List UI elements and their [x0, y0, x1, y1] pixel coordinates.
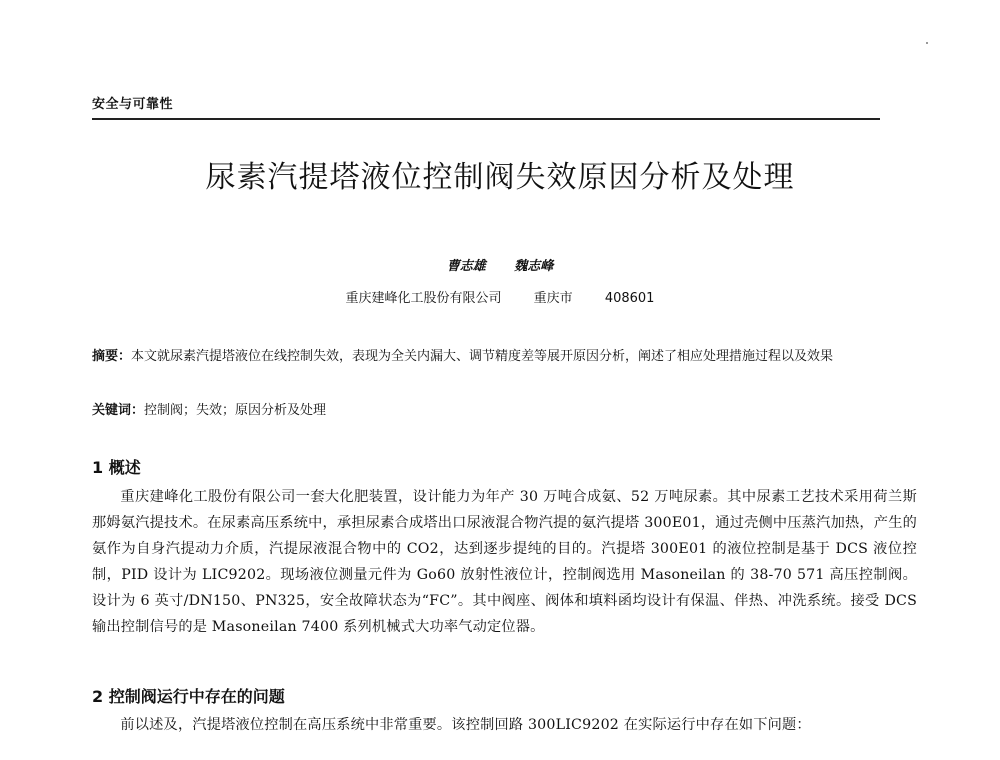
scan-speck [926, 42, 928, 44]
authors: 曹志雄 魏志峰 [446, 259, 554, 274]
section-heading-overview: 1 概述 [92, 458, 141, 477]
affiliation-city: 重庆市 [533, 291, 573, 306]
section-body-problems: 前以述及，汽提塔液位控制在高压系统中非常重要。该控制回路 300LIC9202 在实际运行中存在如下问题： [120, 717, 811, 733]
header-rule [92, 118, 880, 120]
affiliation-org: 重庆建峰化工股份有限公司 [345, 291, 502, 306]
abstract-label: 摘要： [92, 349, 132, 364]
affiliation-postcode: 408601 [604, 291, 655, 306]
keywords-label: 关键词： [92, 403, 145, 418]
affiliation [0, 287, 1000, 306]
section-body-overview: 重庆建峰化工股份有限公司一套大化肥装置，设计能力为年产 30 万吨合成氨、52 万吨尿素。其中尿素工艺技术采用荷兰斯那姆氨汽提技术。在尿素高压系统中，承担尿素合成塔出口尿液混合物汽提的氨汽提塔 300E01，通过壳侧中压蒸汽加热，产生的氨作为自身汽提动力介质，汽提尿液混合物中的 CO2，达到逐步提纯的目的。汽提塔 300E01 的液位控制是基于 DCS 液位控制，PID 设计为 LIC9202。现场液位测量元件为 Go60 放射性液位计，控制阀选用 Masoneilan 的 38-70 571 高压控制阀。设计为 6 英寸/DN150、PN325，安全故障状态为“FC”。其中阀座、阀体和填料函均设计有保温、伴热、冲洗系统。接受 DCS 输出控制信号的是 Masoneilan 7400 系列机械式大功率气动定位器。 [92, 489, 917, 635]
section-heading-problems: 2 控制阀运行中存在的问题 [92, 687, 285, 706]
paper-title: 尿素汽提塔液位控制阀失效原因分析及处理 [205, 160, 795, 195]
section-label: 安全与可靠性 [92, 97, 174, 112]
keywords [92, 401, 917, 421]
keywords-text: 控制阀；失效；原因分析及处理 [144, 403, 327, 418]
abstract [92, 344, 917, 370]
abstract-text: 本文就尿素汽提塔液位在线控制失效，表现为全关内漏大、调节精度差等展开原因分析，阐述了相应处理措施过程以及效果 [131, 349, 834, 364]
